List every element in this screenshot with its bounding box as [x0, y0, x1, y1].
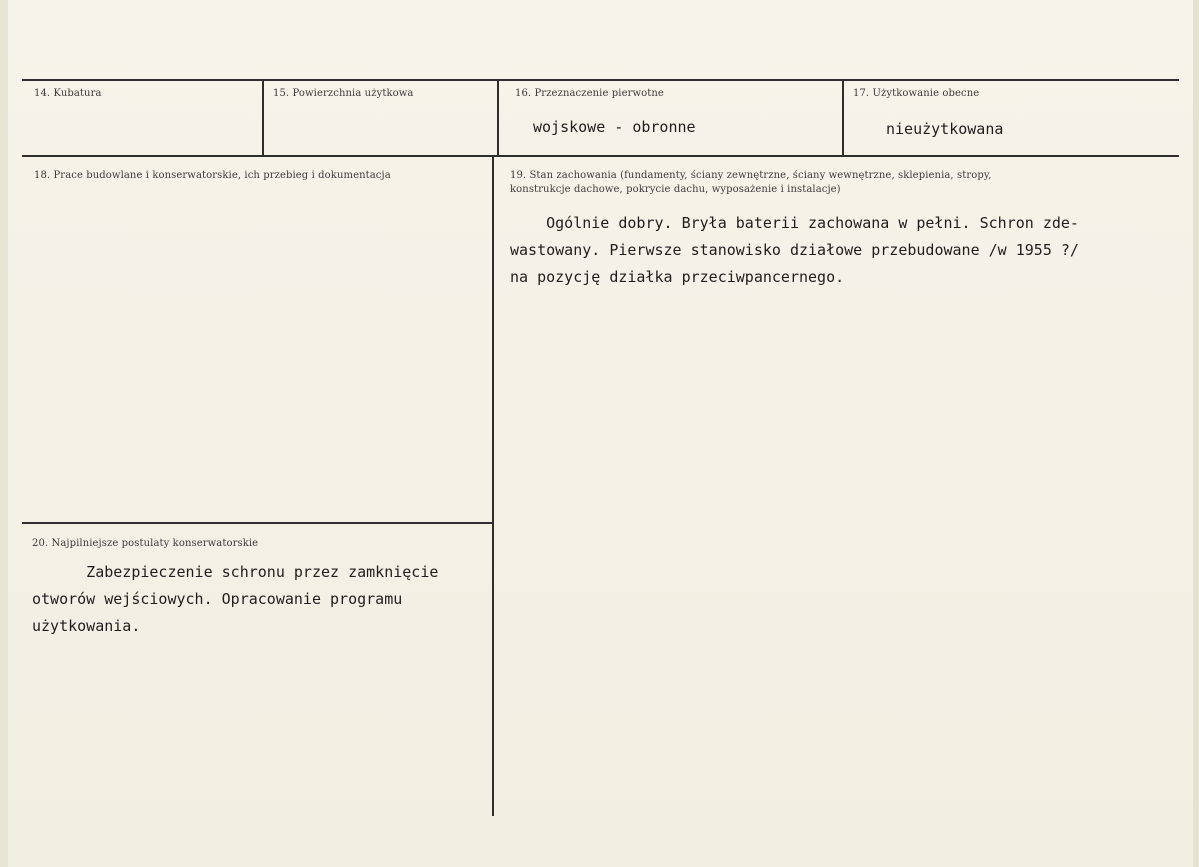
section-18-20-divider	[22, 522, 494, 524]
paper-edge-left	[0, 0, 8, 867]
paper-edge-right	[1193, 0, 1199, 867]
field-19-label-line2: konstrukcje dachowe, pokrycie dachu, wyposażenie i instalacje)	[510, 184, 841, 195]
col-divider-main	[492, 156, 494, 816]
col-divider-16-17	[842, 80, 844, 156]
field-18-label: 18. Prace budowlane i konserwatorskie, ich przebieg i dokumentacja	[34, 170, 391, 181]
field-17-label: 17. Użytkowanie obecne	[853, 88, 980, 99]
field-15-label: 15. Powierzchnia użytkowa	[273, 88, 414, 99]
field-19-text-line2: wastowany. Pierwsze stanowisko działowe przebudowane /w 1955 ?/	[510, 241, 1079, 259]
field-20-text-line1: Zabezpieczenie schronu przez zamknięcie	[32, 563, 439, 581]
field-20-text-line2: otworów wejściowych. Opracowanie programu	[32, 590, 403, 608]
col-divider-14-15	[262, 80, 264, 156]
col-divider-15-16	[497, 80, 499, 156]
field-20-label: 20. Najpilniejsze postulaty konserwatorskie	[32, 538, 259, 549]
field-19-text-line3: na pozycję działka przeciwpancernego.	[510, 268, 845, 286]
top-rule	[22, 79, 1179, 81]
field-16-label: 16. Przeznaczenie pierwotne	[515, 88, 664, 99]
field-16-value: wojskowe - obronne	[533, 118, 696, 136]
field-20-text-line3: użytkowania.	[32, 617, 141, 635]
row1-bottom-rule	[22, 155, 1179, 157]
field-19-label-line1: 19. Stan zachowania (fundamenty, ściany zewnętrzne, ściany wewnętrzne, sklepienia, stropy,	[510, 170, 992, 181]
field-17-value: nieużytkowana	[886, 120, 1004, 138]
field-19-text-line1: Ogólnie dobry. Bryła baterii zachowana w pełni. Schron zde-	[510, 214, 1079, 232]
field-14-label: 14. Kubatura	[34, 88, 102, 99]
